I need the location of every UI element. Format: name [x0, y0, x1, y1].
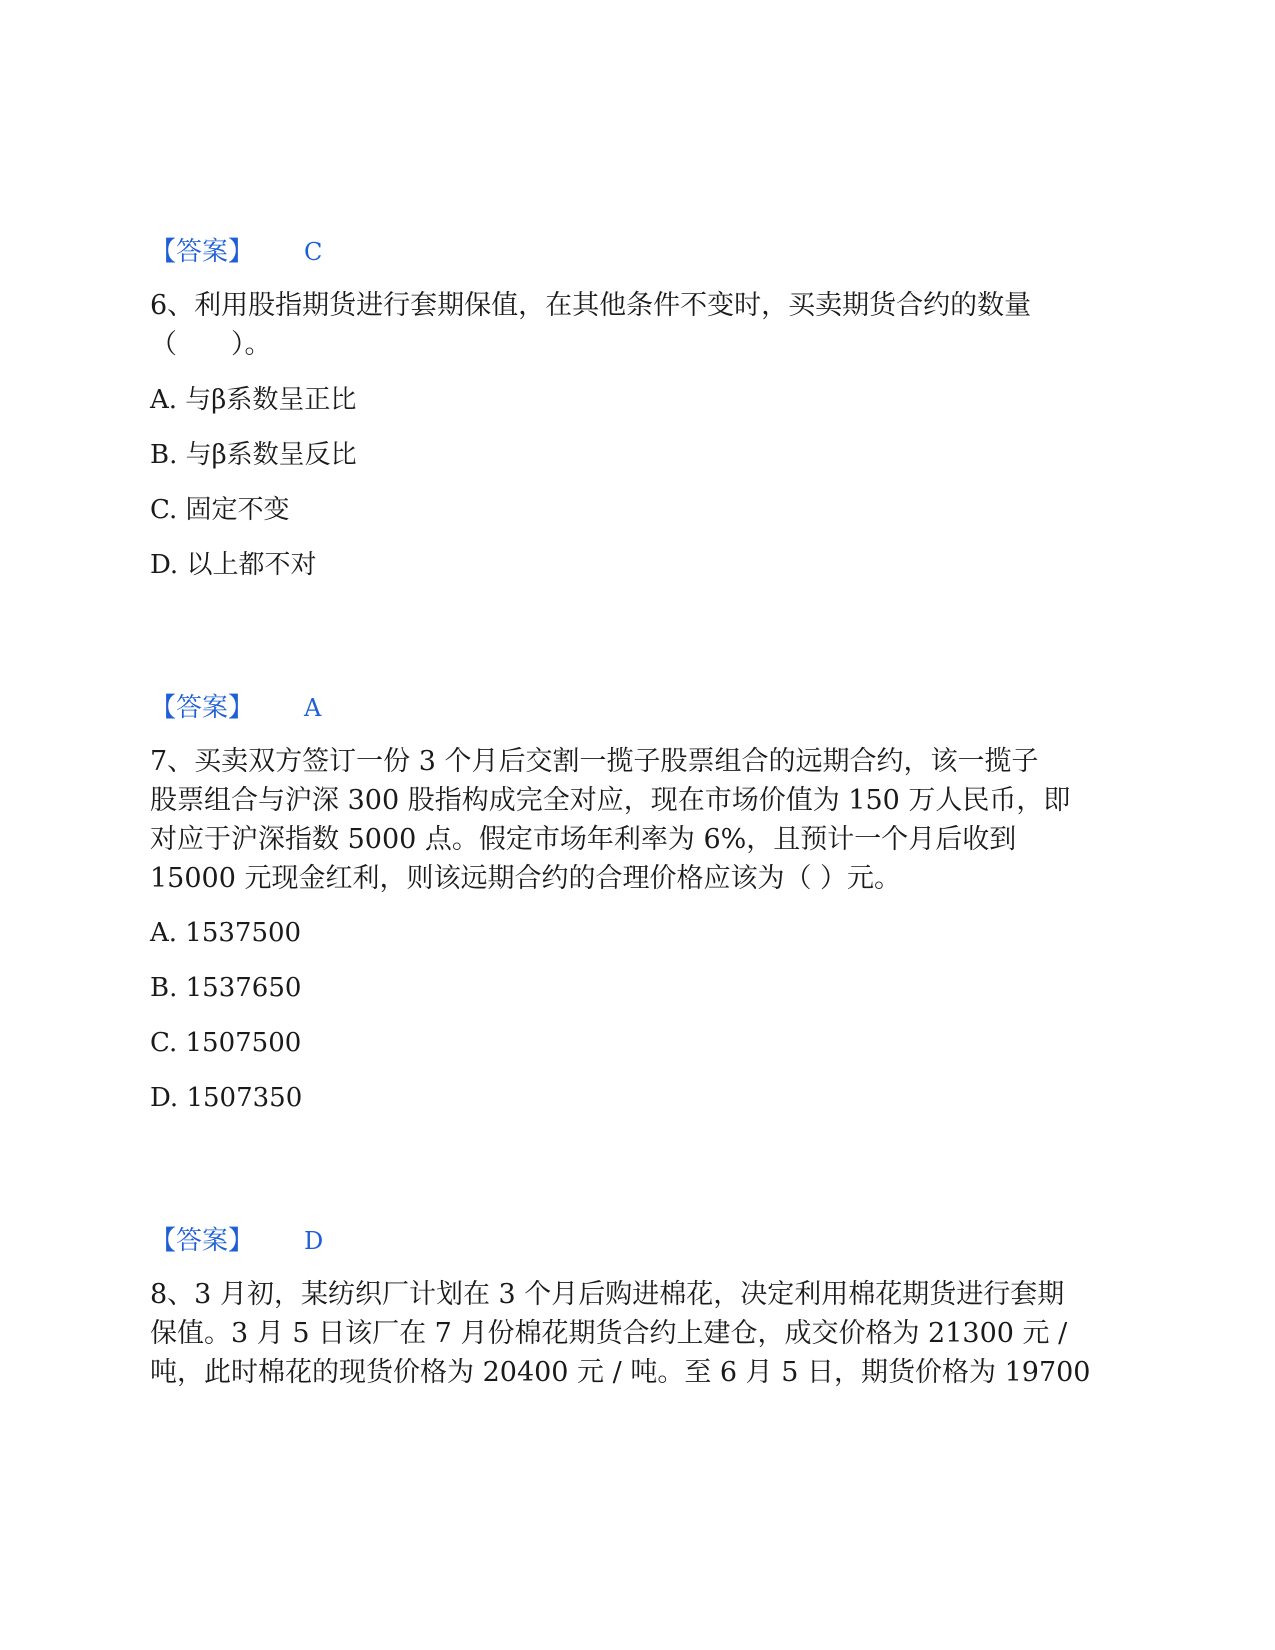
question-7-line-4: 15000 元现金红利，则该远期合约的合理价格应该为（ ）元。	[150, 863, 902, 894]
answer-line	[150, 688, 321, 728]
question-7-option-d: D. 1507350	[150, 1083, 303, 1113]
question-6-option-a: A. 与β系数呈正比	[150, 385, 357, 415]
answer-value: A	[304, 694, 322, 722]
question-7-line-3: 对应于沪深指数 5000 点。假定市场年利率为 6%，且预计一个月后收到	[150, 824, 1017, 855]
answer-value: D	[304, 1227, 324, 1255]
question-8-line-3: 吨，此时棉花的现货价格为 20400 元 / 吨。至 6 月 5 日，期货价格为 19700	[150, 1357, 1091, 1388]
question-7-option-b: B. 1537650	[150, 973, 302, 1003]
answer-label: 【答案】	[150, 693, 255, 723]
question-8-line-2: 保值。3 月 5 日该厂在 7 月份棉花期货合约上建仓，成交价格为 21300 元 /	[150, 1318, 1068, 1349]
answer-line	[150, 1221, 323, 1261]
question-6-line-1: 6、利用股指期货进行套期保值，在其他条件不变时，买卖期货合约的数量	[150, 290, 1032, 321]
question-8-line-1: 8、3 月初，某纺织厂计划在 3 个月后购进棉花，决定利用棉花期货进行套期	[150, 1279, 1065, 1310]
answer-line	[150, 232, 322, 272]
question-7-line-2: 股票组合与沪深 300 股指构成完全对应，现在市场价值为 150 万人民币，即	[150, 785, 1071, 816]
answer-label: 【答案】	[150, 1226, 255, 1256]
question-6-option-b: B. 与β系数呈反比	[150, 440, 357, 470]
question-6-option-d: D. 以上都不对	[150, 550, 317, 580]
question-7-option-a: A. 1537500	[150, 918, 302, 948]
answer-value: C	[304, 238, 323, 266]
question-6-line-2: （ ）。	[150, 329, 272, 360]
question-6-option-c: C. 固定不变	[150, 495, 290, 525]
answer-label: 【答案】	[150, 237, 255, 267]
question-7-option-c: C. 1507500	[150, 1028, 302, 1058]
question-7-line-1: 7、买卖双方签订一份 3 个月后交割一揽子股票组合的远期合约，该一揽子	[150, 746, 1039, 777]
